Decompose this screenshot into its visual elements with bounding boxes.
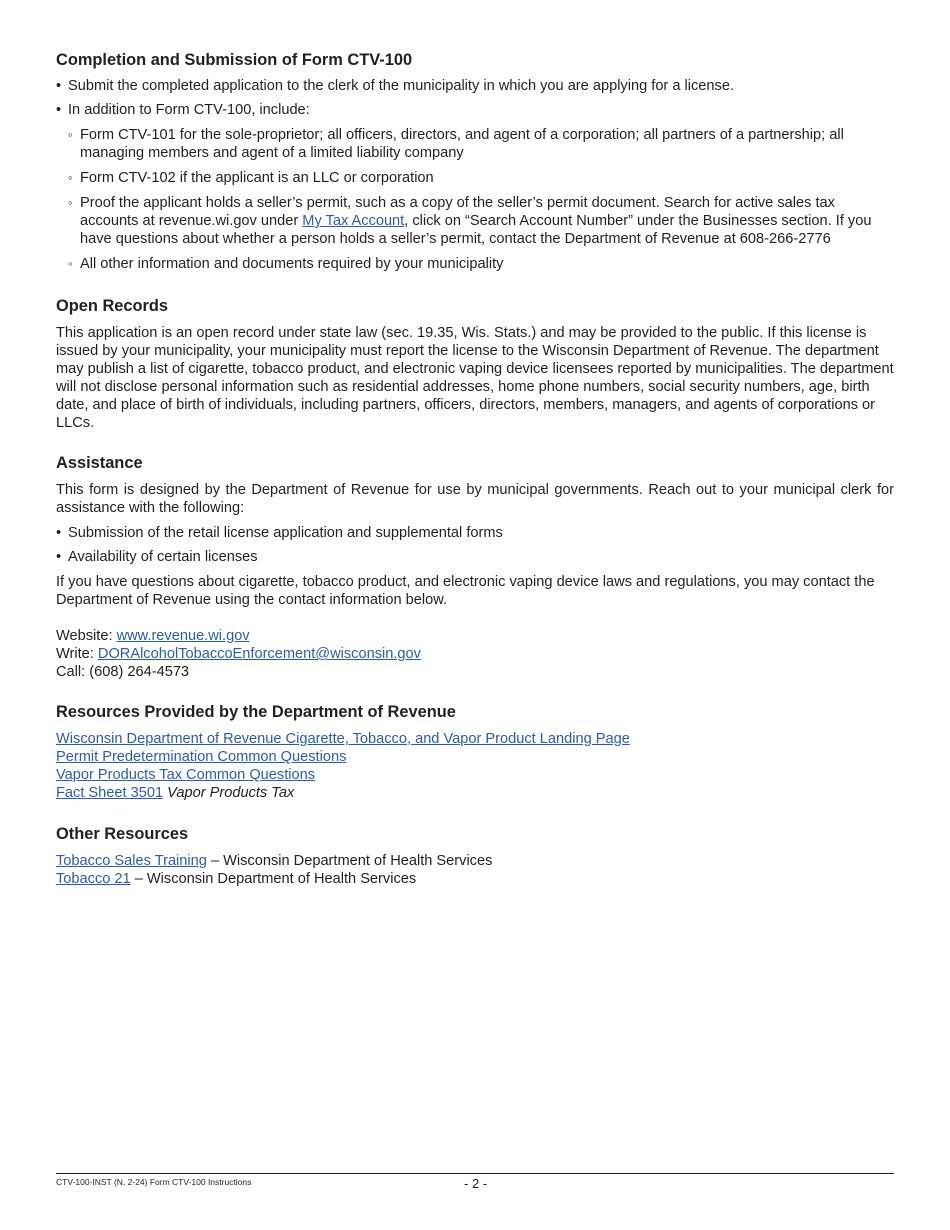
tobacco-sales-training-link[interactable]: Tobacco Sales Training (56, 853, 207, 869)
my-tax-account-link[interactable]: My Tax Account (302, 213, 405, 229)
assistance-intro: This form is designed by the Department of Revenue for use by municipal governments. Reach out to your municipal clerk for assistance with the following: (56, 482, 894, 516)
page-footer (56, 1173, 894, 1196)
website-link[interactable]: www.revenue.wi.gov (116, 628, 250, 644)
landing-page-link[interactable]: Wisconsin Department of Revenue Cigarette, Tobacco, and Vapor Product Landing Page (56, 731, 630, 747)
resources-heading: Resources Provided by the Department of Revenue (56, 703, 456, 721)
write-line (56, 645, 894, 663)
fact-sheet-link[interactable]: Fact Sheet 3501 (56, 785, 164, 801)
tobacco-21-link[interactable]: Tobacco 21 (56, 871, 131, 887)
tobacco-21-source: – Wisconsin Department of Health Services (130, 871, 417, 887)
document-page (56, 50, 894, 888)
open-records-text: This application is an open record under state law (sec. 19.35, Wis. Stats.) and may be provided to the public. If this license is issued by your municipality, your municipality must report the license to the Wisconsin Department of Revenue. The department may publish a list of cigarette, tobacco product, and electronic vaping device licensees reported by municipalities. The department will not disclose personal information such as residential addresses, home phone numbers, social security numbers, age, birth date, and place of birth of individuals, including partners, officers, directors, members, managers, and agents of corporations or LLCs. (56, 325, 894, 431)
fact-sheet-title: Vapor Products Tax (163, 785, 295, 801)
completion-bullet-include: • In addition to Form CTV-100, include: (56, 101, 894, 119)
open-records-heading: Open Records (56, 297, 169, 315)
resources-list (56, 730, 894, 802)
completion-heading: Completion and Submission of Form CTV-100 (56, 51, 413, 69)
include-item-other-docs: ◦ All other information and documents required by your municipality (56, 255, 894, 273)
permit-questions-link[interactable]: Permit Predetermination Common Questions (56, 749, 347, 765)
footer-form-id: CTV-100-INST (N. 2-24) Form CTV-100 Instructions (56, 1177, 252, 1187)
assistance-bullet-availability: • Availability of certain licenses (56, 548, 894, 566)
website-label: Website: (56, 628, 117, 644)
vapor-questions-link[interactable]: Vapor Products Tax Common Questions (56, 767, 316, 783)
write-label: Write: (56, 646, 98, 662)
call-line: Call: (608) 264-4573 (56, 664, 190, 680)
other-resources-list (56, 852, 894, 888)
assistance-heading: Assistance (56, 454, 143, 472)
contact-block (56, 627, 894, 681)
include-item-ctv101: ◦ Form CTV-101 for the sole-proprietor; all officers, directors, and agent of a corporation; all partners of a partnership; all managing members and agent of a limited liability company (56, 126, 894, 162)
include-item-sellers-permit (56, 194, 894, 248)
website-line (56, 627, 894, 645)
sellers-permit-text-pre: Proof the applicant holds a seller’s permit, such as a copy of the seller’s permit document. Search for active sales tax accounts at revenue.wi.gov under (80, 195, 835, 229)
completion-bullet-submit: • Submit the completed application to the clerk of the municipality in which you are applying for a license. (56, 77, 894, 95)
assistance-contact-text: If you have questions about cigarette, tobacco product, and electronic vaping device laws and regulations, you may contact the Department of Revenue using the contact information below. (56, 574, 875, 608)
email-link[interactable]: DORAlcoholTobaccoEnforcement@wisconsin.gov (97, 646, 421, 662)
other-resources-heading: Other Resources (56, 825, 189, 843)
tobacco-sales-training-source: – Wisconsin Department of Health Services (206, 853, 493, 869)
assistance-bullet-submission: • Submission of the retail license application and supplemental forms (56, 524, 894, 542)
include-item-ctv102: ◦ Form CTV-102 if the applicant is an LLC or corporation (56, 169, 894, 187)
page-number: - 2 - (464, 1176, 488, 1191)
sellers-permit-text-post: , click on “Search Account Number” under the Businesses section. If you have questions about whether a person holds a seller’s permit, contact the Department of Revenue at 608-266-2776 (80, 213, 872, 247)
